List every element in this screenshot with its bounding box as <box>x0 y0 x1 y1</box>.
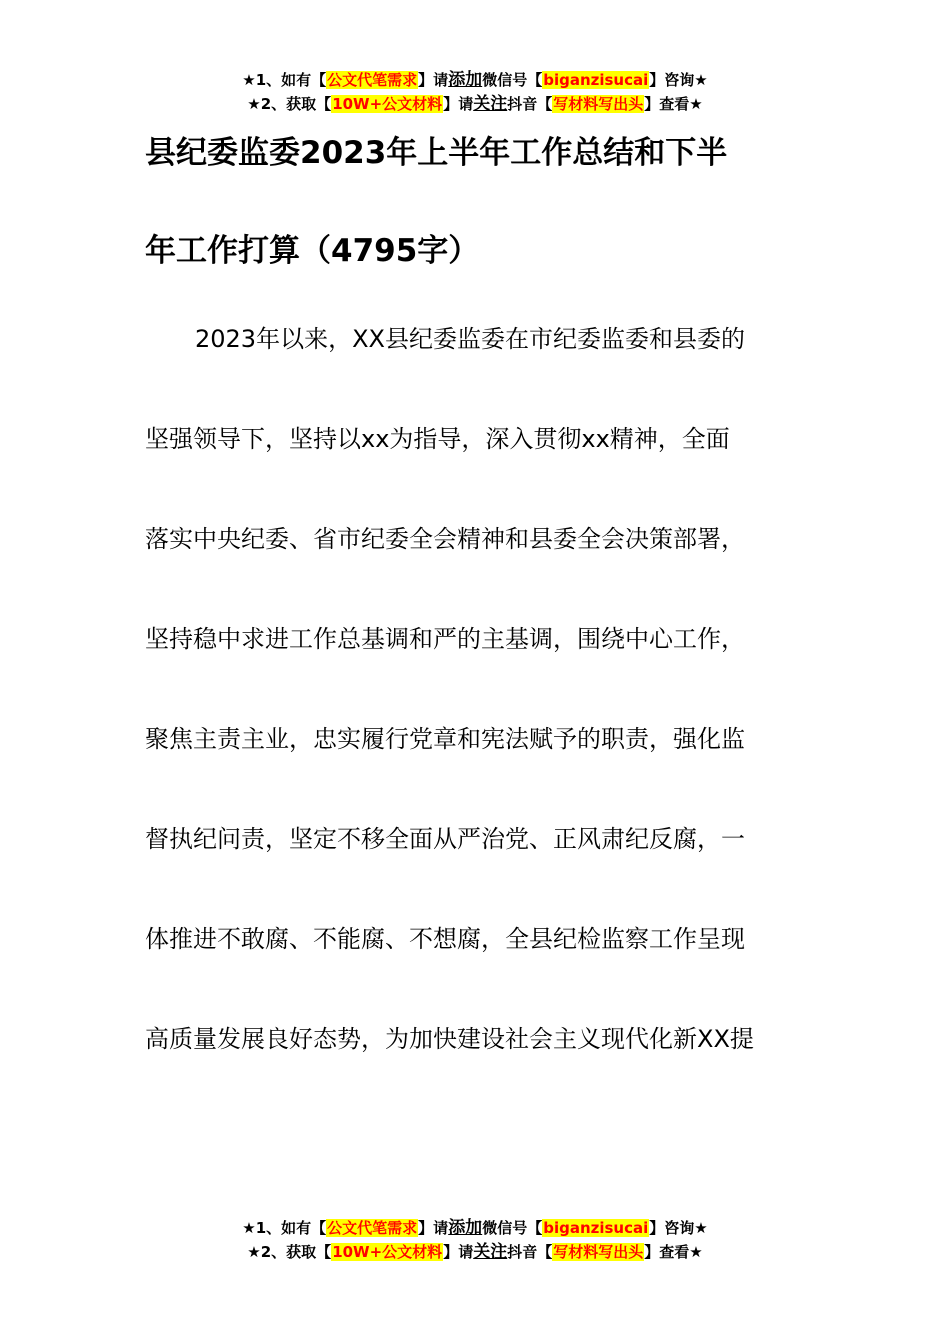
banner-line-1 <box>0 68 950 92</box>
footer-banner-line-1 <box>0 1216 950 1240</box>
header-banner <box>0 68 950 116</box>
banner-line-2 <box>0 92 950 116</box>
paragraph-line: 2023年以来，XX县纪委监委在市纪委监委和县委的 <box>195 325 745 353</box>
footer-line-2-suffix: 】查看★ <box>644 1243 703 1261</box>
paragraph-line: 坚强领导下，坚持以xx为指导，深入贯彻xx精神，全面 <box>145 425 730 453</box>
paragraph-line: 体推进不敢腐、不能腐、不想腐，全县纪检监察工作呈现 <box>145 925 745 953</box>
footer-line-1-highlight-wechat: biganzisucai <box>543 1219 649 1237</box>
paragraph-line: 坚持稳中求进工作总基调和严的主基调，围绕中心工作， <box>145 625 745 653</box>
document-title-line-2: 年工作打算（4795字） <box>145 233 480 269</box>
footer-line-1-highlight-service: 公文代笔需求 <box>327 1219 418 1237</box>
banner-line-2-emphasis: 关注 <box>473 94 508 114</box>
banner-line-2-highlight-douyin: 写材料写出头 <box>553 95 644 113</box>
paragraph-line: 落实中央纪委、省市纪委全会精神和县委全会决策部署， <box>145 525 745 553</box>
paragraph-line: 高质量发展良好态势，为加快建设社会主义现代化新XX提 <box>145 1025 754 1053</box>
banner-line-1-highlight-wechat: biganzisucai <box>543 71 649 89</box>
banner-line-2-prefix: ★2、获取【 <box>247 95 332 113</box>
document-title-line-1: 县纪委监委2023年上半年工作总结和下半 <box>145 135 728 171</box>
banner-line-1-highlight-service: 公文代笔需求 <box>327 71 418 89</box>
banner-line-2-mid2: 抖音【 <box>507 95 553 113</box>
footer-line-2-mid2: 抖音【 <box>507 1243 553 1261</box>
banner-line-1-prefix: ★1、如有【 <box>242 71 327 89</box>
paragraph-line: 聚焦主责主业，忠实履行党章和宪法赋予的职责，强化监 <box>145 725 745 753</box>
banner-line-1-suffix: 】咨询★ <box>649 71 708 89</box>
footer-line-2-highlight-materials: 10W+公文材料 <box>332 1243 443 1261</box>
banner-line-1-emphasis: 添加 <box>448 70 483 90</box>
footer-line-1-mid1: 】请 <box>418 1219 449 1237</box>
footer-line-1-prefix: ★1、如有【 <box>242 1219 327 1237</box>
footer-line-1-mid2: 微信号【 <box>482 1219 543 1237</box>
footer-line-2-mid1: 】请 <box>443 1243 474 1261</box>
footer-banner <box>0 1216 950 1264</box>
banner-line-1-mid2: 微信号【 <box>482 71 543 89</box>
footer-line-2-prefix: ★2、获取【 <box>247 1243 332 1261</box>
banner-line-2-suffix: 】查看★ <box>644 95 703 113</box>
banner-line-2-highlight-materials: 10W+公文材料 <box>332 95 443 113</box>
footer-line-2-emphasis: 关注 <box>473 1242 508 1262</box>
footer-line-1-emphasis: 添加 <box>448 1218 483 1238</box>
banner-line-2-mid1: 】请 <box>443 95 474 113</box>
footer-banner-line-2 <box>0 1240 950 1264</box>
banner-line-1-mid1: 】请 <box>418 71 449 89</box>
footer-line-2-highlight-douyin: 写材料写出头 <box>553 1243 644 1261</box>
footer-line-1-suffix: 】咨询★ <box>649 1219 708 1237</box>
paragraph-line: 督执纪问责，坚定不移全面从严治党、正风肃纪反腐，一 <box>145 825 745 853</box>
